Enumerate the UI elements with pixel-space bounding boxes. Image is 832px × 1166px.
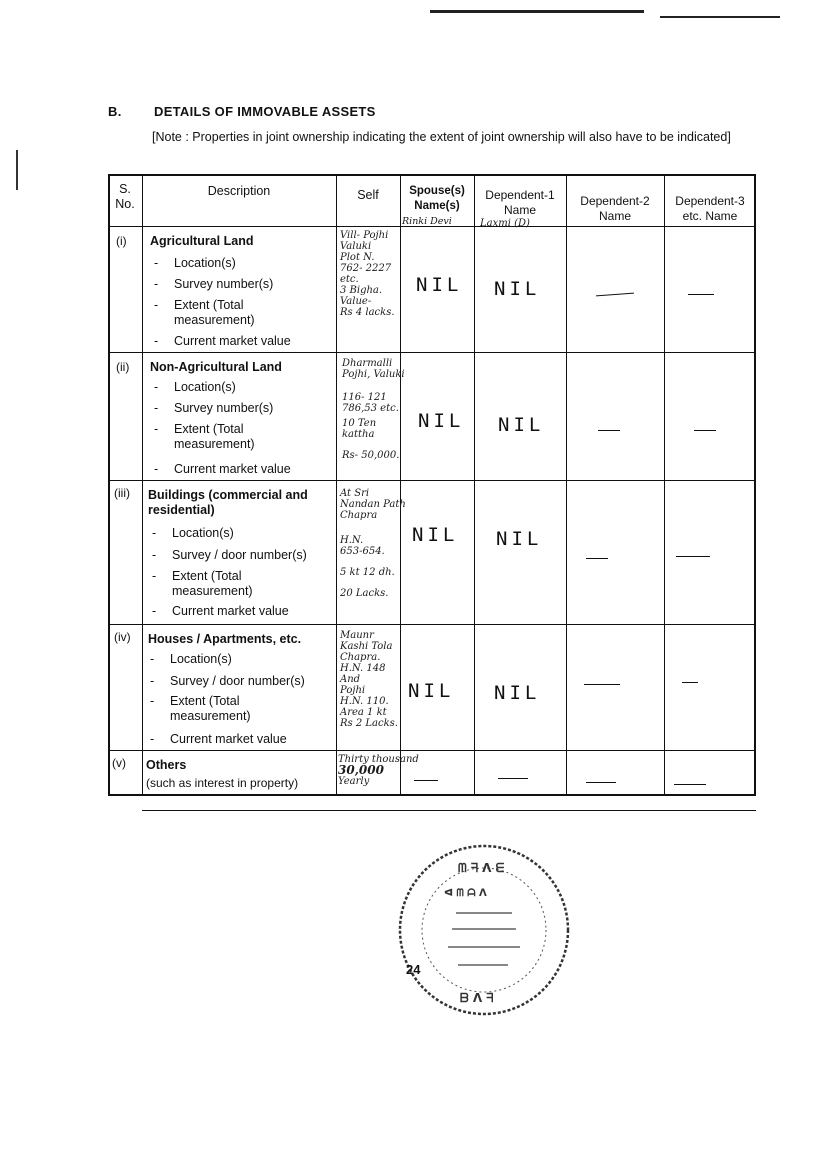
dependent3-dash (674, 784, 706, 785)
col-header-dependent-1: Dependent-1 Name (485, 188, 555, 217)
dependent3-dash (676, 556, 710, 557)
official-seal-stamp (396, 842, 572, 1018)
row-item: - Extent (Total measurement) (152, 569, 253, 598)
row-item: - Extent (Total measurement) (154, 422, 255, 451)
svg-text:ᗰ ᖷ ᐱ ᗴ: ᗰ ᖷ ᐱ ᗴ (458, 861, 505, 875)
dependent1-name-handwritten: Laxmi (D) (480, 218, 530, 229)
dependent3-dash (682, 682, 698, 683)
scan-artifact (430, 10, 644, 13)
col-header-sno: S. No. (115, 182, 135, 211)
page-number: 24 (406, 962, 421, 977)
dependent3-dash (688, 294, 714, 295)
row-item: - Survey / door number(s) (152, 548, 307, 562)
dependent2-dash (598, 430, 620, 431)
row-item: - Location(s) (154, 256, 236, 270)
spouse-name-handwritten: Rinki Devi (402, 216, 452, 227)
self-handwritten-note: Vill- Pojhi Valuki Plot N. 762- 2227 etc. 3 Bigha. Value- Rs 4 lacks. (340, 230, 395, 318)
immovable-assets-table (108, 174, 756, 796)
row-item: - Survey / door number(s) (150, 674, 305, 688)
dependent2-dash (584, 684, 620, 685)
section-heading (108, 104, 376, 119)
dependent1-dash (498, 778, 528, 779)
spouse-dash (414, 780, 438, 781)
col-header-dependent-3: Dependent-3 etc. Name (675, 194, 745, 223)
row-item: - Survey number(s) (154, 401, 274, 415)
svg-text:ᐊ ᗰ ᗩ ᐱ: ᐊ ᗰ ᗩ ᐱ (444, 888, 487, 899)
section-number: B. (108, 104, 122, 119)
row-item: - Location(s) (152, 526, 234, 540)
row-number: (i) (116, 234, 127, 248)
row-category: Buildings (commercial and residential) (148, 488, 308, 517)
row-number: (iv) (114, 630, 131, 644)
row-number: (ii) (116, 360, 130, 374)
col-header-self: Self (357, 188, 379, 202)
col-header-dependent-2: Dependent-2 Name (580, 194, 650, 223)
row-item: - Location(s) (154, 380, 236, 394)
self-handwritten-note: Thirty thousand 30,000 Yearly (338, 754, 419, 787)
table-bottom-line (142, 810, 756, 811)
row-item: - Current market value (150, 732, 287, 746)
spouse-value: NIL (416, 274, 463, 296)
dependent2-dash (586, 782, 616, 783)
row-number: (iii) (114, 486, 130, 500)
dependent2-dash (586, 558, 608, 559)
scan-artifact (660, 16, 780, 18)
row-item: (such as interest in property) (146, 776, 299, 790)
row-item: - Current market value (154, 334, 291, 348)
spouse-value: NIL (418, 410, 465, 432)
row-item: - Current market value (154, 462, 291, 476)
self-handwritten-note: At Sri Nandan Path Chapra H.N. 653-654. 5 kt 12 dh. 20 Lacks. (340, 488, 406, 599)
dependent1-value: NIL (494, 278, 541, 300)
svg-text:ᗷ ᐱ ᖷ: ᗷ ᐱ ᖷ (460, 991, 494, 1005)
dependent1-value: NIL (498, 414, 545, 436)
row-item: - Survey number(s) (154, 277, 274, 291)
spouse-value: NIL (408, 680, 455, 702)
page-edge-mark (16, 150, 18, 190)
dependent1-value: NIL (494, 682, 541, 704)
spouse-value: NIL (412, 524, 459, 546)
row-category: Non-Agricultural Land (150, 360, 282, 374)
section-title: DETAILS OF IMMOVABLE ASSETS (154, 104, 376, 119)
dependent3-dash (694, 430, 716, 431)
note-text: [Note : Properties in joint ownership indicating the extent of joint ownership will also have to be indicated] (152, 130, 731, 144)
row-category: Agricultural Land (150, 234, 254, 248)
row-category: Others (146, 758, 187, 772)
col-header-description: Description (207, 184, 271, 198)
row-item: - Extent (Total measurement) (154, 298, 255, 327)
dependent1-value: NIL (496, 528, 543, 550)
row-item: - Current market value (152, 604, 289, 618)
row-item: - Location(s) (150, 652, 232, 666)
row-category: Houses / Apartments, etc. (148, 632, 302, 646)
row-number: (v) (112, 756, 126, 770)
self-handwritten-note: Dharmalli Pojhi, Valuki 116- 121 786,53 etc. 10 Ten kattha Rs- 50,000. (342, 358, 405, 461)
col-header-spouse: Spouse(s) Name(s) (409, 185, 465, 212)
row-item: - Extent (Total measurement) (150, 694, 251, 723)
self-handwritten-note: Maunr Kashi Tola Chapra. H.N. 148 And Pojhi H.N. 110. Area 1 kt Rs 2 Lacks. (340, 630, 398, 729)
